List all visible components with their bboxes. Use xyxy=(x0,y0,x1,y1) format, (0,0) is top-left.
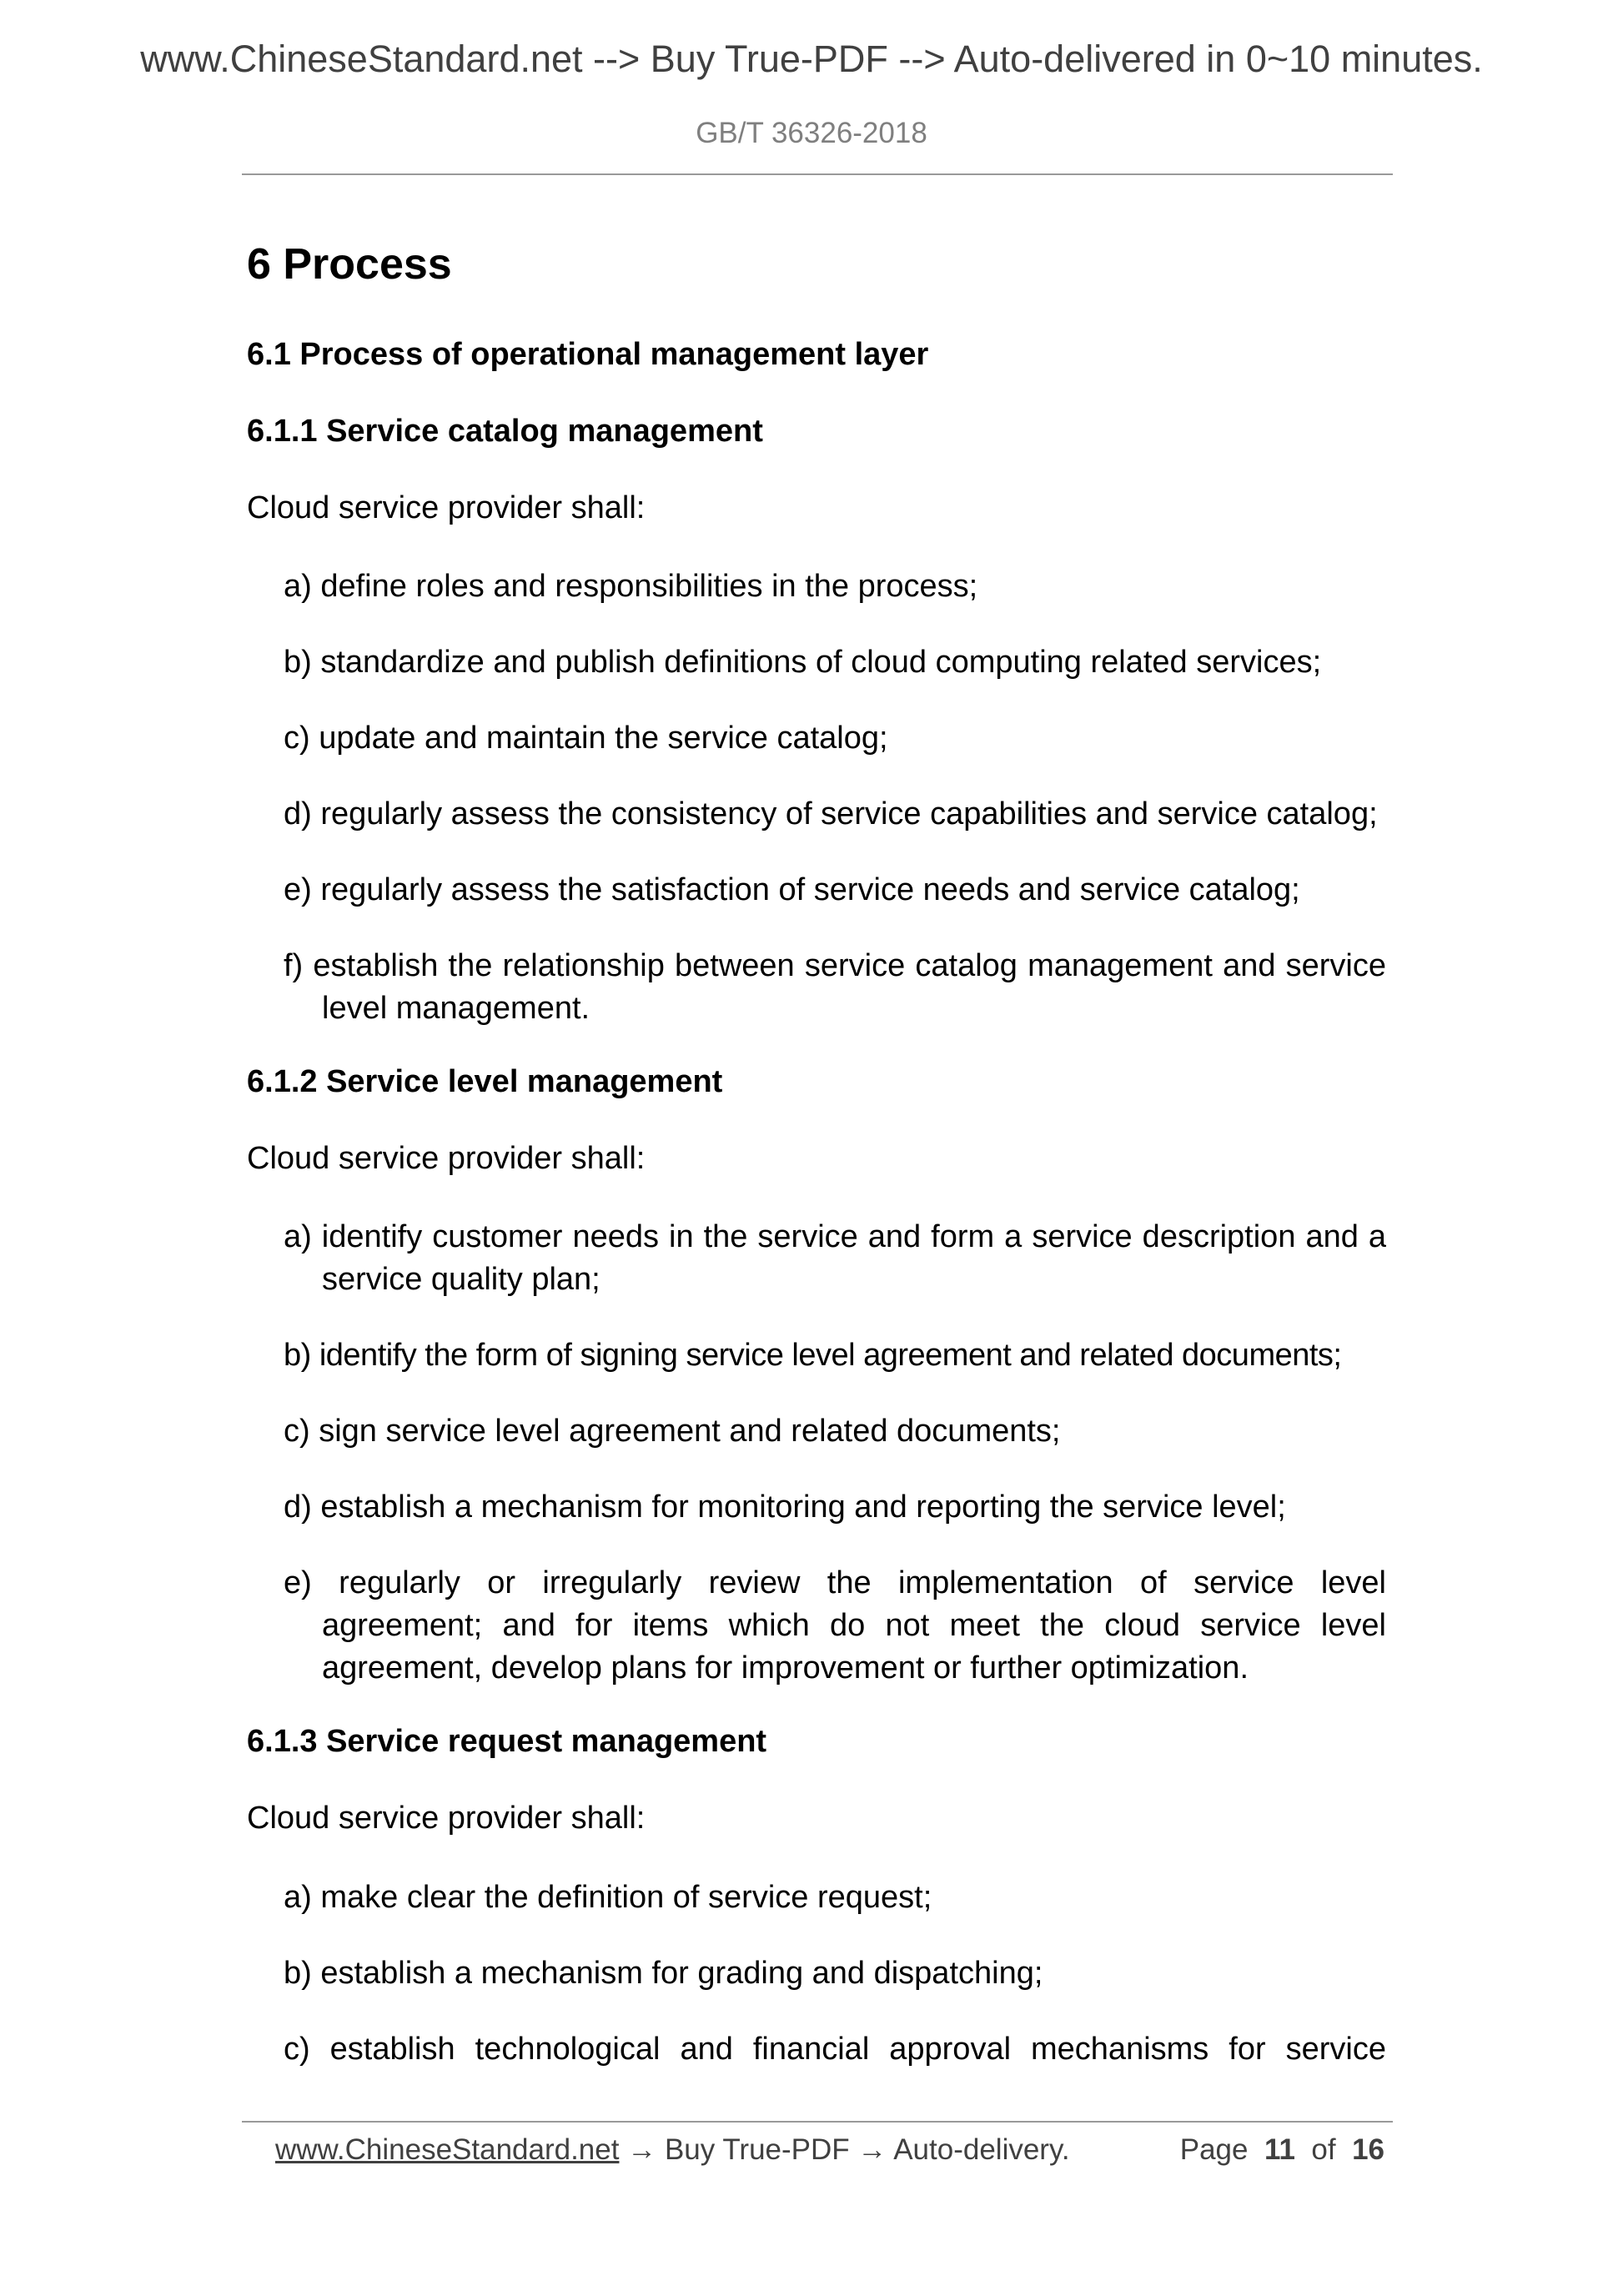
footer-site-link[interactable]: www.ChineseStandard.net xyxy=(275,2133,620,2166)
list-item: c) update and maintain the service catalog; xyxy=(284,721,888,756)
arrow-icon: → xyxy=(857,2133,887,2166)
list-item: c) establish technological and financial approval mechanisms for service xyxy=(284,2031,1386,2067)
list-item: f) establish the relationship between service catalog management and service level management. xyxy=(284,948,1386,1027)
subsection-heading: 6.1 Process of operational management layer xyxy=(247,337,929,373)
list-item: d) establish a mechanism for monitoring and reporting the service level; xyxy=(284,1490,1286,1525)
page-of-label: of xyxy=(1311,2133,1336,2166)
list-item: c) sign service level agreement and related documents; xyxy=(284,1414,1061,1449)
footer-rule xyxy=(242,2121,1393,2123)
top-banner: www.ChineseStandard.net --> Buy True-PDF --> Auto-delivered in 0~10 minutes. xyxy=(140,38,1483,80)
list-item: a) make clear the definition of service request; xyxy=(284,1879,932,1915)
list-item: b) identify the form of signing service level agreement and related documents; xyxy=(284,1338,1342,1374)
clause-heading: 6.1.2 Service level management xyxy=(247,1064,723,1100)
clause-heading: 6.1.3 Service request management xyxy=(247,1724,767,1760)
requirement-list xyxy=(247,565,1386,1030)
list-item: a) identify customer needs in the service and form a service description and a service quality plan; xyxy=(284,1219,1386,1298)
current-page: 11 xyxy=(1264,2133,1295,2166)
total-pages: 16 xyxy=(1352,2133,1384,2166)
page-footer xyxy=(275,2135,1384,2164)
footer-delivery-text: Auto-delivery. xyxy=(893,2133,1070,2166)
list-item: e) regularly assess the satisfaction of service needs and service catalog; xyxy=(284,872,1300,908)
header-rule xyxy=(242,173,1393,175)
document-code: GB/T 36326-2018 xyxy=(696,117,927,149)
list-item: b) establish a mechanism for grading and dispatching; xyxy=(284,1955,1043,1991)
page-number xyxy=(1180,2135,1384,2164)
clause-intro: Cloud service provider shall: xyxy=(247,1140,646,1176)
clause-intro: Cloud service provider shall: xyxy=(247,490,646,525)
clause-heading: 6.1.1 Service catalog management xyxy=(247,413,763,449)
footer-buy-text: Buy True-PDF xyxy=(664,2133,850,2166)
requirement-list xyxy=(247,1216,1386,1690)
clause-intro: Cloud service provider shall: xyxy=(247,1800,646,1836)
page-content xyxy=(247,239,1386,2104)
list-item: d) regularly assess the consistency of service capabilities and service catalog; xyxy=(284,796,1378,832)
requirement-list xyxy=(247,1876,1386,2071)
list-item: e) regularly or irregularly review the implementation of service level agreement; and for items which do not meet the cloud service level agreement, develop plans for improvement or further optimization. xyxy=(284,1565,1386,1686)
arrow-icon: → xyxy=(627,2133,657,2166)
list-item: a) define roles and responsibilities in the process; xyxy=(284,569,978,605)
section-title: 6 Process xyxy=(247,240,452,289)
page-label: Page xyxy=(1179,2133,1249,2166)
list-item: b) standardize and publish definitions of cloud computing related services; xyxy=(284,645,1322,681)
